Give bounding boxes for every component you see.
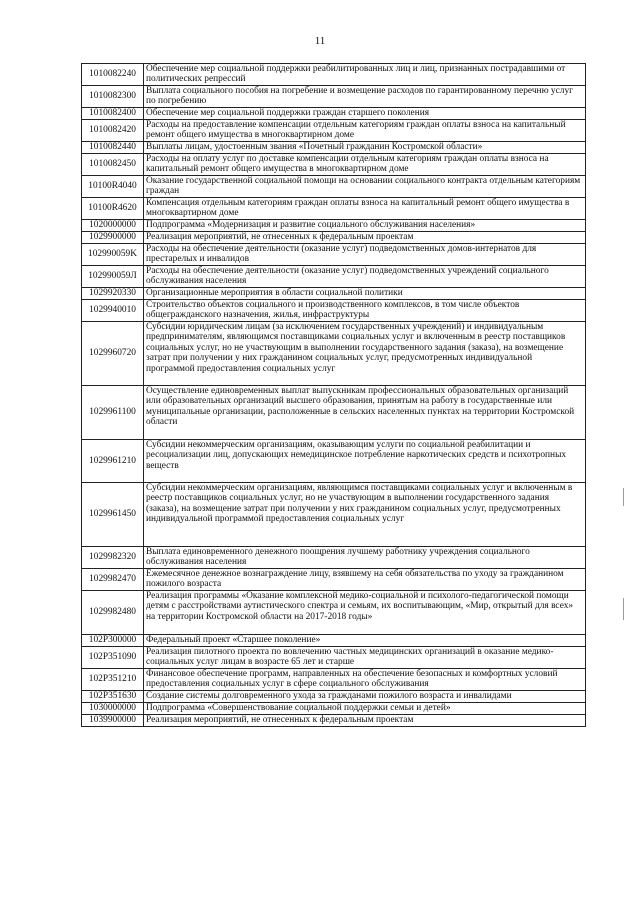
- budget-code-cell: 1020000000: [82, 220, 144, 232]
- table-row: [82, 386, 586, 440]
- description-cell: Подпрограмма «Модернизация и развитие социального обслуживания населения»: [144, 220, 586, 232]
- table-row: [82, 669, 586, 691]
- budget-code-cell: 102990059K: [82, 244, 144, 266]
- description-cell: Расходы на обеспечение деятельности (оказание услуг) подведомственных учреждений социального обслуживания населения: [144, 266, 586, 288]
- table-row: [82, 440, 586, 483]
- budget-code-cell: 102P351090: [82, 647, 144, 669]
- budget-code-cell: 1029982320: [82, 547, 144, 569]
- description-cell: Расходы на предоставление компенсации отдельным категориям граждан оплаты взноса на капитальный ремонт общего имущества в многоквартирном доме: [144, 120, 586, 142]
- description-cell: Организационные мероприятия в области социальной политики: [144, 288, 586, 300]
- budget-code-cell: 1030000000: [82, 703, 144, 715]
- description-cell: Расходы на оплату услуг по доставке компенсации отдельным категориям граждан оплаты взноса на капитальный ремонт общего имущества в многоквартирном доме: [144, 154, 586, 176]
- table-row: [82, 120, 586, 142]
- table-row: [82, 108, 586, 120]
- table-row: [82, 483, 586, 547]
- budget-code-cell: 1010082240: [82, 64, 144, 86]
- description-cell: Субсидии некоммерческим организациям, являющимся поставщиками социальных услуг и включенным в реестр поставщиков социальных услуг, но не участвующим в выполнении государственного задания (заказа), на возмещение затрат при получении у них гражданином социальных услуг, предусмотренных индивидуальной программой предоставления социальных услуг: [144, 483, 586, 547]
- description-cell: Расходы на обеспечение деятельности (оказание услуг) подведомственных домов-интернатов для престарелых и инвалидов: [144, 244, 586, 266]
- table-row: [82, 647, 586, 669]
- budget-code-cell: 1010082300: [82, 86, 144, 108]
- description-cell: Субсидии некоммерческим организациям, оказывающим услуги по социальной реабилитации и ресоциализации лиц, допускающих немедицинское потребление наркотических средств и психотропных веществ: [144, 440, 586, 483]
- description-cell: Ежемесячное денежное вознаграждение лицу, взявшему на себя обязательства по уходу за гражданином пожилого возраста: [144, 569, 586, 591]
- budget-code-cell: 1029961210: [82, 440, 144, 483]
- budget-code-cell: 1029961450: [82, 483, 144, 547]
- budget-code-table: [81, 63, 586, 727]
- description-cell: Осуществление единовременных выплат выпускникам профессиональных образовательных организаций или образовательных организаций высшего образования, принятым на работу в государственные или муниципальные организации, расположенные в сельских населенных пунктах на территории Костромской области: [144, 386, 586, 440]
- description-cell: Обеспечение мер социальной поддержки реабилитированных лиц и лиц, признанных пострадавшими от политических репрессий: [144, 64, 586, 86]
- description-cell: Выплата единовременного денежного поощрения лучшему работнику учреждения социального обслуживания населения: [144, 547, 586, 569]
- table-row: [82, 198, 586, 220]
- budget-code-cell: 10100R4620: [82, 198, 144, 220]
- table-row: [82, 86, 586, 108]
- table-row: [82, 232, 586, 244]
- table-row: [82, 691, 586, 703]
- table-row: [82, 300, 586, 322]
- budget-code-cell: 1029961100: [82, 386, 144, 440]
- budget-code-cell: 1029920330: [82, 288, 144, 300]
- table-row: [82, 569, 586, 591]
- description-cell: Финансовое обеспечение программ, направленных на обеспечение безопасных и комфортных условий предоставления социальных услуг в сфере социального обслуживания: [144, 669, 586, 691]
- description-cell: Выплаты лицам, удостоенным звания «Почетный гражданин Костромской области»: [144, 142, 586, 154]
- budget-code-cell: 1010082400: [82, 108, 144, 120]
- budget-code-cell: 1029982470: [82, 569, 144, 591]
- table-row: [82, 715, 586, 727]
- description-cell: Реализация мероприятий, не отнесенных к федеральным проектам: [144, 232, 586, 244]
- table-row: [82, 591, 586, 635]
- table-row: [82, 176, 586, 198]
- table-row: [82, 154, 586, 176]
- budget-code-cell: 102P351630: [82, 691, 144, 703]
- description-cell: Федеральный проект «Старшее поколение»: [144, 635, 586, 647]
- table-row: [82, 244, 586, 266]
- budget-code-cell: 10100R4040: [82, 176, 144, 198]
- budget-code-cell: 1029960720: [82, 322, 144, 386]
- description-cell: Реализация программы «Оказание комплексной медико-социальной и психолого-педагогической помощи детям с расстройствами аутистического спектра и семьям, их воспитывающим, «Мир, открытый для всех» на территории Костромской области на 2017-2018 годы»: [144, 591, 586, 635]
- budget-code-cell: 102P300000: [82, 635, 144, 647]
- budget-code-cell: 102990059Л: [82, 266, 144, 288]
- description-cell: Реализация пилотного проекта по вовлечению частных медицинских организаций в оказание медико-социальных услуг лицам в возрасте 65 лет и старше: [144, 647, 586, 669]
- budget-code-cell: 1010082420: [82, 120, 144, 142]
- description-cell: Компенсация отдельным категориям граждан оплаты взноса на капитальный ремонт общего имущества в многоквартирном доме: [144, 198, 586, 220]
- table-row: [82, 220, 586, 232]
- table-row: [82, 288, 586, 300]
- scan-artifact-line: [623, 488, 624, 506]
- table-row: [82, 635, 586, 647]
- table-row: [82, 547, 586, 569]
- table-row: [82, 64, 586, 86]
- budget-code-cell: 1029940010: [82, 300, 144, 322]
- description-cell: Обеспечение мер социальной поддержки граждан старшего поколения: [144, 108, 586, 120]
- description-cell: Создание системы долговременного ухода за гражданами пожилого возраста и инвалидами: [144, 691, 586, 703]
- budget-code-cell: 1010082440: [82, 142, 144, 154]
- table-row: [82, 703, 586, 715]
- description-cell: Подпрограмма «Совершенствование социальной поддержки семьи и детей»: [144, 703, 586, 715]
- budget-code-cell: 102P351210: [82, 669, 144, 691]
- description-cell: Выплата социального пособия на погребение и возмещение расходов по гарантированному перечню услуг по погребению: [144, 86, 586, 108]
- budget-code-cell: 1010082450: [82, 154, 144, 176]
- description-cell: Строительство объектов социального и производственного комплексов, в том числе объектов общегражданского назначения, жилья, инфраструктуры: [144, 300, 586, 322]
- page-number: 11: [314, 35, 326, 47]
- description-cell: Реализация мероприятий, не отнесенных к федеральным проектам: [144, 715, 586, 727]
- description-cell: Субсидии юридическим лицам (за исключением государственных учреждений) и индивидуальным предпринимателям, являющимся поставщиками социальных услуг и включенным в реестр поставщиков социальных услуг, но не участвующим в выполнении государственного задания (заказа), на возмещение затрат при получении у них гражданином социальных услуг, предусмотренных индивидуальной программой предоставления социальных услуг: [144, 322, 586, 386]
- scan-artifact-line: [623, 598, 624, 620]
- description-cell: Оказание государственной социальной помощи на основании социального контракта отдельным категориям граждан: [144, 176, 586, 198]
- budget-code-table-body: [82, 64, 586, 727]
- budget-code-cell: 1039900000: [82, 715, 144, 727]
- table-row: [82, 322, 586, 386]
- table-row: [82, 266, 586, 288]
- budget-code-cell: 1029900000: [82, 232, 144, 244]
- table-row: [82, 142, 586, 154]
- budget-code-cell: 1029982480: [82, 591, 144, 635]
